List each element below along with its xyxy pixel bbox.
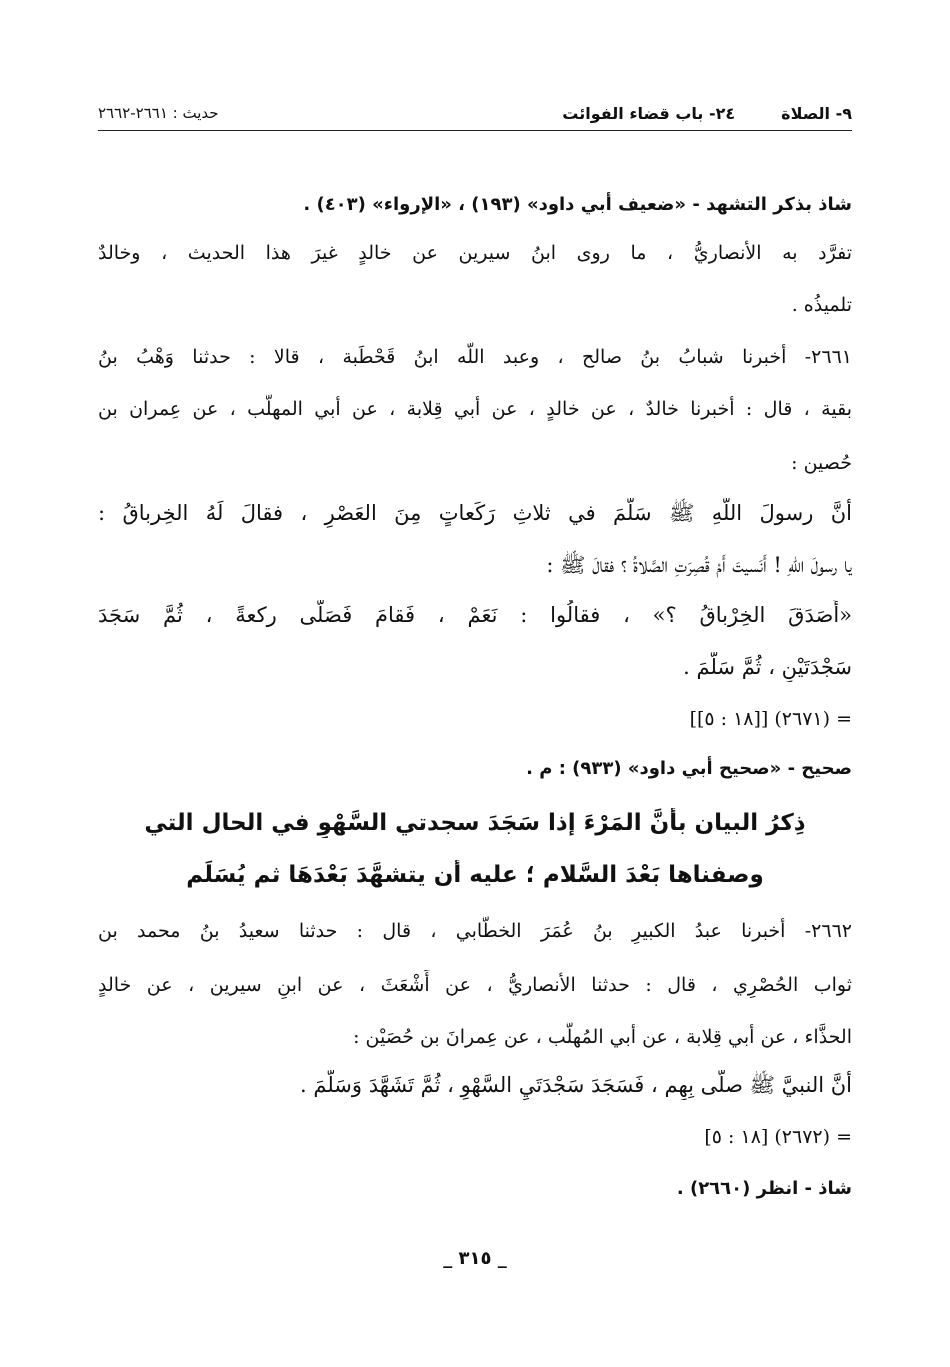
isnad-line: حُصين : — [791, 452, 852, 474]
isnad-line: ٢٦٦١- أخبرنا شبابُ بنُ صالح ، وعبد اللّه ابنُ قَحْطَبة ، قالا : حدثنا وَهْبُ بنُ — [98, 346, 852, 368]
commentary-line: تلميذُه . — [791, 294, 852, 316]
chapter-title: ٩- الصلاة — [781, 103, 852, 123]
matn-line: يا رسولَ اللّهِ ! أَنَسيتَ أَمْ قُصِرَتِ الصَّلاةُ ؟ فقالَ ﷺ : — [546, 553, 852, 577]
matn-line: «أَصَدَقَ الخِرْباقُ ؟» ، فقالُوا : نَعَمْ ، فَقامَ فَصَلّى ركعةً ، ثُمَّ سَجَدَ — [98, 603, 852, 627]
isnad-line: ثواب الحُصْرِي ، قال : حدثنا الأنصاريُّ ، عن أَشْعَثَ ، عن ابنِ سيرين ، عن خالدٍ — [98, 974, 852, 996]
page-number: _ ٣١٥ _ — [443, 1248, 507, 1269]
cross-reference: = (٢٦٧١) [[١٨ : ٥]] — [689, 708, 852, 730]
matn-line: أنَّ النبيَّ ﷺ صلَّى بِهِم ، فَسَجَدَ سَجْدَتَيِ السَّهْوِ ، ثُمَّ تَشَهَّدَ وَسَلَّمَ . — [300, 1073, 852, 1097]
cross-reference: = (٢٦٧٢) [١٨ : ٥] — [704, 1126, 852, 1148]
isnad-line: ٢٦٦٢- أخبرنا عبدُ الكبيرِ بنُ عُمَرَ الخطَّابي ، قال : حدثنا سعيدُ بنُ محمد بن — [98, 920, 852, 942]
matn-line: سَجْدَتَيْنِ ، ثُمَّ سَلَّمَ . — [683, 655, 852, 679]
commentary-line: تفرَّد به الأنصاريُّ ، ما روى ابنُ سيرين عن خالدٍ غيرَ هذا الحديث ، وخالدٌ — [98, 242, 852, 264]
header-titles — [562, 104, 852, 123]
isnad-line: الحذَّاء ، عن أبي قِلابة ، عن أبي المُهلَّب ، عن عِمرانَ بن حُصَيْن : — [353, 1026, 852, 1048]
chapter-heading: ذِكرُ البيان بأنَّ المَرْءَ إذا سَجَدَ سجدتي السَّهْوِ في الحال التي — [144, 810, 806, 836]
grading-note: شاذ بذكر التشهد - «ضعيف أبي داود» (١٩٣) ، «الإرواء» (٤٠٣) . — [303, 194, 852, 215]
running-header — [98, 96, 852, 131]
matn-line: أنَّ رسولَ اللّهِ ﷺ سَلَّمَ في ثلاثِ رَكَعاتٍ مِنَ العَصْرِ ، فقالَ لَهُ الخِرباقُ : — [98, 501, 852, 525]
section-title: ٢٤- باب قضاء الفوائت — [562, 103, 736, 123]
hadith-range: حديث : ٢٦٦١-٢٦٦٢ — [98, 104, 219, 122]
grading-note: شاذ - انظر (٢٦٦٠) . — [676, 1178, 852, 1199]
grading-note: صحيح - «صحيح أبي داود» (٩٣٣) : م . — [526, 758, 852, 779]
isnad-line: بقية ، قال : أخبرنا خالدٌ ، عن خالدٍ ، عن أبي قِلابة ، عن أبي المهلَّب ، عن عِمران بن — [98, 398, 852, 420]
chapter-heading: وصفناها بَعْدَ السَّلام ؛ عليه أن يتشهَّدَ بَعْدَهَا ثم يُسَلِّم — [186, 862, 764, 888]
